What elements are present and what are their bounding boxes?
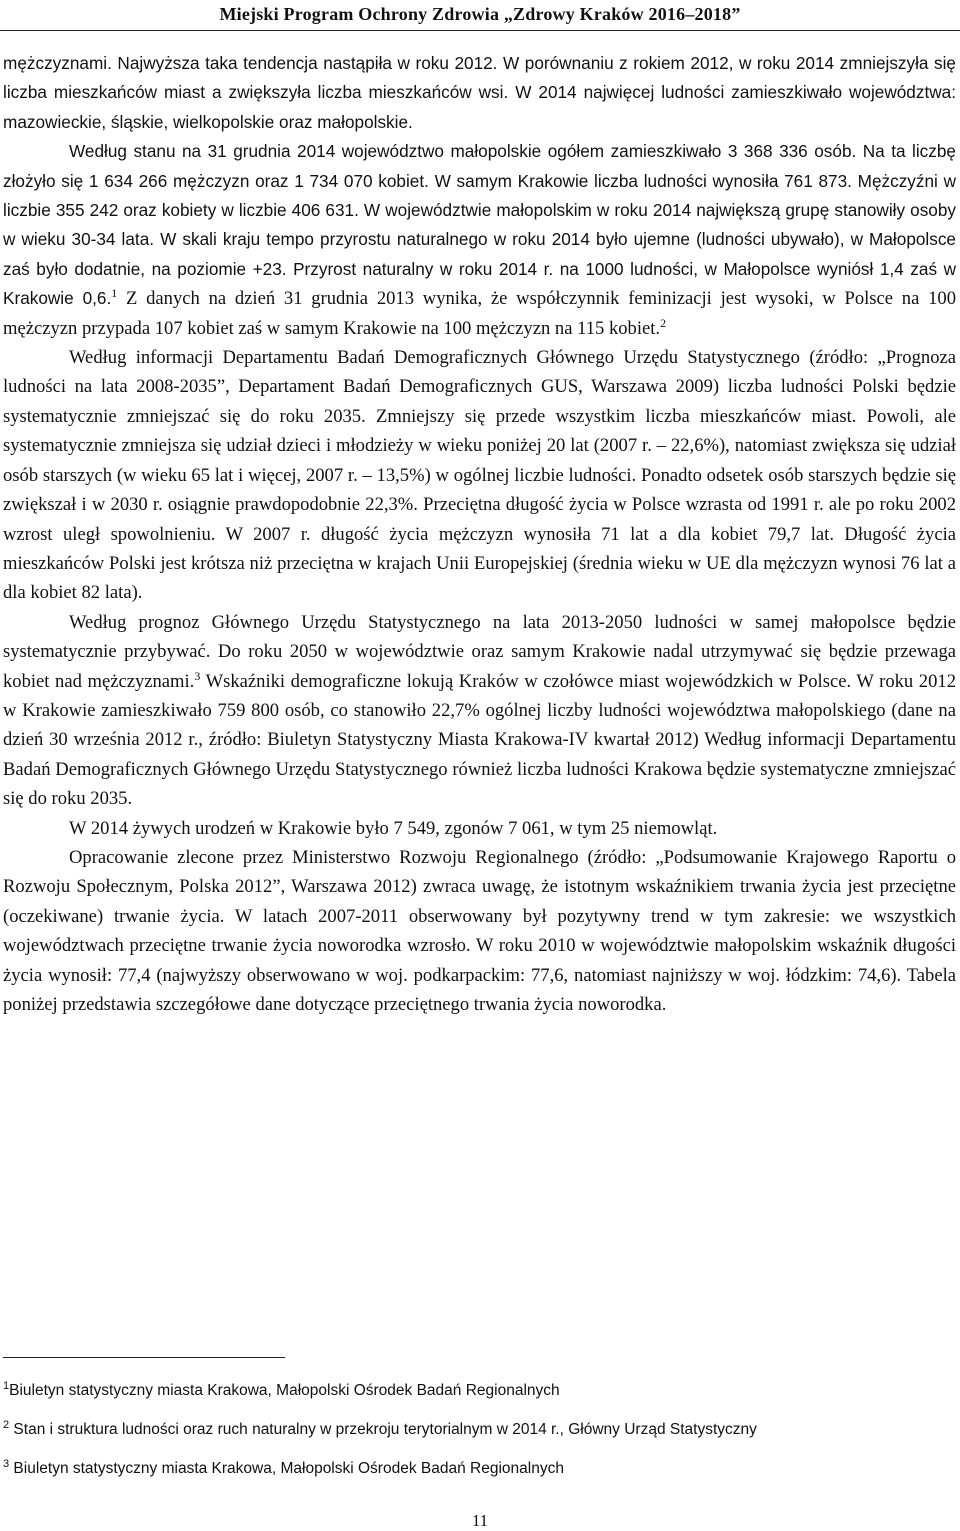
paragraph-4-text-a: Według prognoz Głównego Urzędu Statystycznego na lata 2013-2050 ludności w samej małopolsce będzie systematycznie przybywać. Do roku 2050 w województwie oraz samym Krakowie nadal utrzymywać się będzie przewaga kobiet nad mężczyznami. (3, 611, 956, 692)
footnote-1 (3, 1376, 943, 1401)
paragraph-6 (3, 843, 956, 1019)
paragraph-1 (3, 49, 956, 137)
body-text (3, 49, 956, 1019)
footnote-3-text: Biuletyn statystyczny miasta Krakowa, Małopolski Ośrodek Badań Regionalnych (9, 1460, 564, 1478)
paragraph-4 (3, 608, 956, 814)
paragraph-2-text-a: Według stanu na 31 grudnia 2014 województwo małopolskie ogółem zamieszkiwało 3 368 336 osób. Na ta liczbę złożyło się 1 634 266 mężczyzn oraz 1 734 070 kobiet. W samym Krakowie liczba ludności wynosiła 761 873. Mężczyźni w liczbie 355 242 oraz kobiety w liczbie 406 631. W województwie małopolskim w roku 2014 największą grupę stanowiły osoby w wieku 30-34 lata. W skali kraju tempo przyrostu naturalnego w roku 2014 było ujemne (ludności ubywało), w Małopolsce zaś było dodatnie, na poziomie +23. Przyrost naturalny w roku 2014 r. na 1000 ludności, w Małopolsce wyniósł 1,4 zaś w Krakowie 0,6. (3, 141, 956, 309)
running-header: Miejski Program Ochrony Zdrowia „Zdrowy Kraków 2016–2018” (219, 4, 741, 24)
paragraph-3 (3, 343, 956, 608)
paragraph-2 (3, 137, 956, 343)
footnote-separator (3, 1357, 285, 1358)
footnote-ref-2: 2 (660, 315, 667, 330)
header-rule (0, 30, 960, 31)
page-number: 11 (471, 1511, 489, 1530)
footnote-ref-1: 1 (111, 286, 118, 301)
footnote-2-mark: 2 (3, 1419, 10, 1432)
paragraph-3-text: Według informacji Departamentu Badań Demograficznych Głównego Urzędu Statystycznego (źródło: „Prognoza ludności na lata 2008-2035”, Departament Badań Demograficznych GUS, Warszawa 2009) liczba ludności Polski będzie systematycznie zmniejszać się do roku 2035. Zmniejszy się przede wszystkim liczba mieszkańców miast. Powoli, ale systematycznie zmniejsza się udział dzieci i młodzieży w wieku poniżej 20 lat (2007 r. – 22,6%), natomiast zwiększa się udział osób starszych (w wieku 65 lat i więcej, 2007 r. – 13,5%) w ogólnej liczbie ludności. Ponadto odsetek osób starszych będzie się zwiększał i w 2030 r. osiągnie prawdopodobnie 22,3%. Przeciętna długość życia w Polsce wzrasta od 1991 r. ale po roku 2002 wzrost uległ spowolnieniu. W 2007 r. długość życia mężczyzn wynosiła 71 lat a dla kobiet 79,7 lat. Długość życia mieszkańców Polski jest krótsza niż przeciętna w krajach Unii Europejskiej (średnia wieku w UE dla mężczyzn wynosi 76 lat a dla kobiet 82 lata). (3, 347, 956, 604)
paragraph-4-text-b: Wskaźniki demograficzne lokują Kraków w czołówce miast wojewódzkich w Polsce. W roku 2012 w Krakowie zamieszkiwało 759 800 osób, co stanowiło 22,7% ogólnej liczby ludności województwa małopolskiego (dane na dzień 30 września 2012 r., źródło: Biuletyn Statystyczny Miasta Krakowa-IV kwartał 2012) Według informacji Departamentu Badań Demograficznych Głównego Urzędu Statystycznego również liczba ludności Krakowa będzie systematyczne zmniejszać się do roku 2035. (3, 670, 956, 810)
paragraph-1-text: mężczyznami. Najwyższa taka tendencja nastąpiła w roku 2012. W porównaniu z rokiem 2012, w roku 2014 zmniejszyła się liczba mieszkańców miast a zwiększyła liczba mieszkańców wsi. W 2014 najwięcej ludności zamieszkiwało województwa: mazowieckie, śląskie, wielkopolskie oraz małopolskie. (3, 53, 956, 132)
footnote-3-mark: 3 (3, 1458, 10, 1471)
footnote-1-mark: 1 (3, 1380, 10, 1392)
footnote-3 (3, 1454, 943, 1479)
paragraph-5-text: W 2014 żywych urodzeń w Krakowie było 7 549, zgonów 7 061, w tym 25 niemowląt. (69, 817, 718, 839)
paragraph-5 (3, 814, 956, 843)
footnote-2 (3, 1415, 943, 1440)
paragraph-2-text-b: Z danych na dzień 31 grudnia 2013 wynika, że współczynnik feminizacji jest wysoki, w Polsce na 100 mężczyzn przypada 107 kobiet zaś w samym Krakowie na 100 mężczyzn na 115 kobiet. (3, 288, 956, 339)
footnote-ref-3: 3 (194, 668, 201, 683)
footnote-1-text: Biuletyn statystyczny miasta Krakowa, Małopolski Ośrodek Badań Regionalnych (9, 1382, 560, 1400)
footnotes (3, 1376, 943, 1493)
paragraph-6-text: Opracowanie zlecone przez Ministerstwo Rozwoju Regionalnego (źródło: „Podsumowanie Krajowego Raportu o Rozwoju Społecznym, Polska 2012”, Warszawa 2012) zwraca uwagę, że istotnym wskaźnikiem trwania życia jest przeciętne (oczekiwane) trwanie życia. W latach 2007-2011 obserwowany był pozytywny trend w tym zakresie: we wszystkich województwach przeciętne trwanie życia noworodka wzrosło. W roku 2010 w województwie małopolskim wskaźnik długości życia wynosił: 77,4 (najwyższy obserwowano w woj. podkarpackim: 77,6, natomiast najniższy w woj. łódzkim: 74,6). Tabela poniżej przedstawia szczegółowe dane dotyczące przeciętnego trwania życia noworodka. (3, 846, 956, 1015)
footnote-2-text: Stan i struktura ludności oraz ruch naturalny w przekroju terytorialnym w 2014 r., Główny Urząd Statystyczny (9, 1421, 757, 1439)
